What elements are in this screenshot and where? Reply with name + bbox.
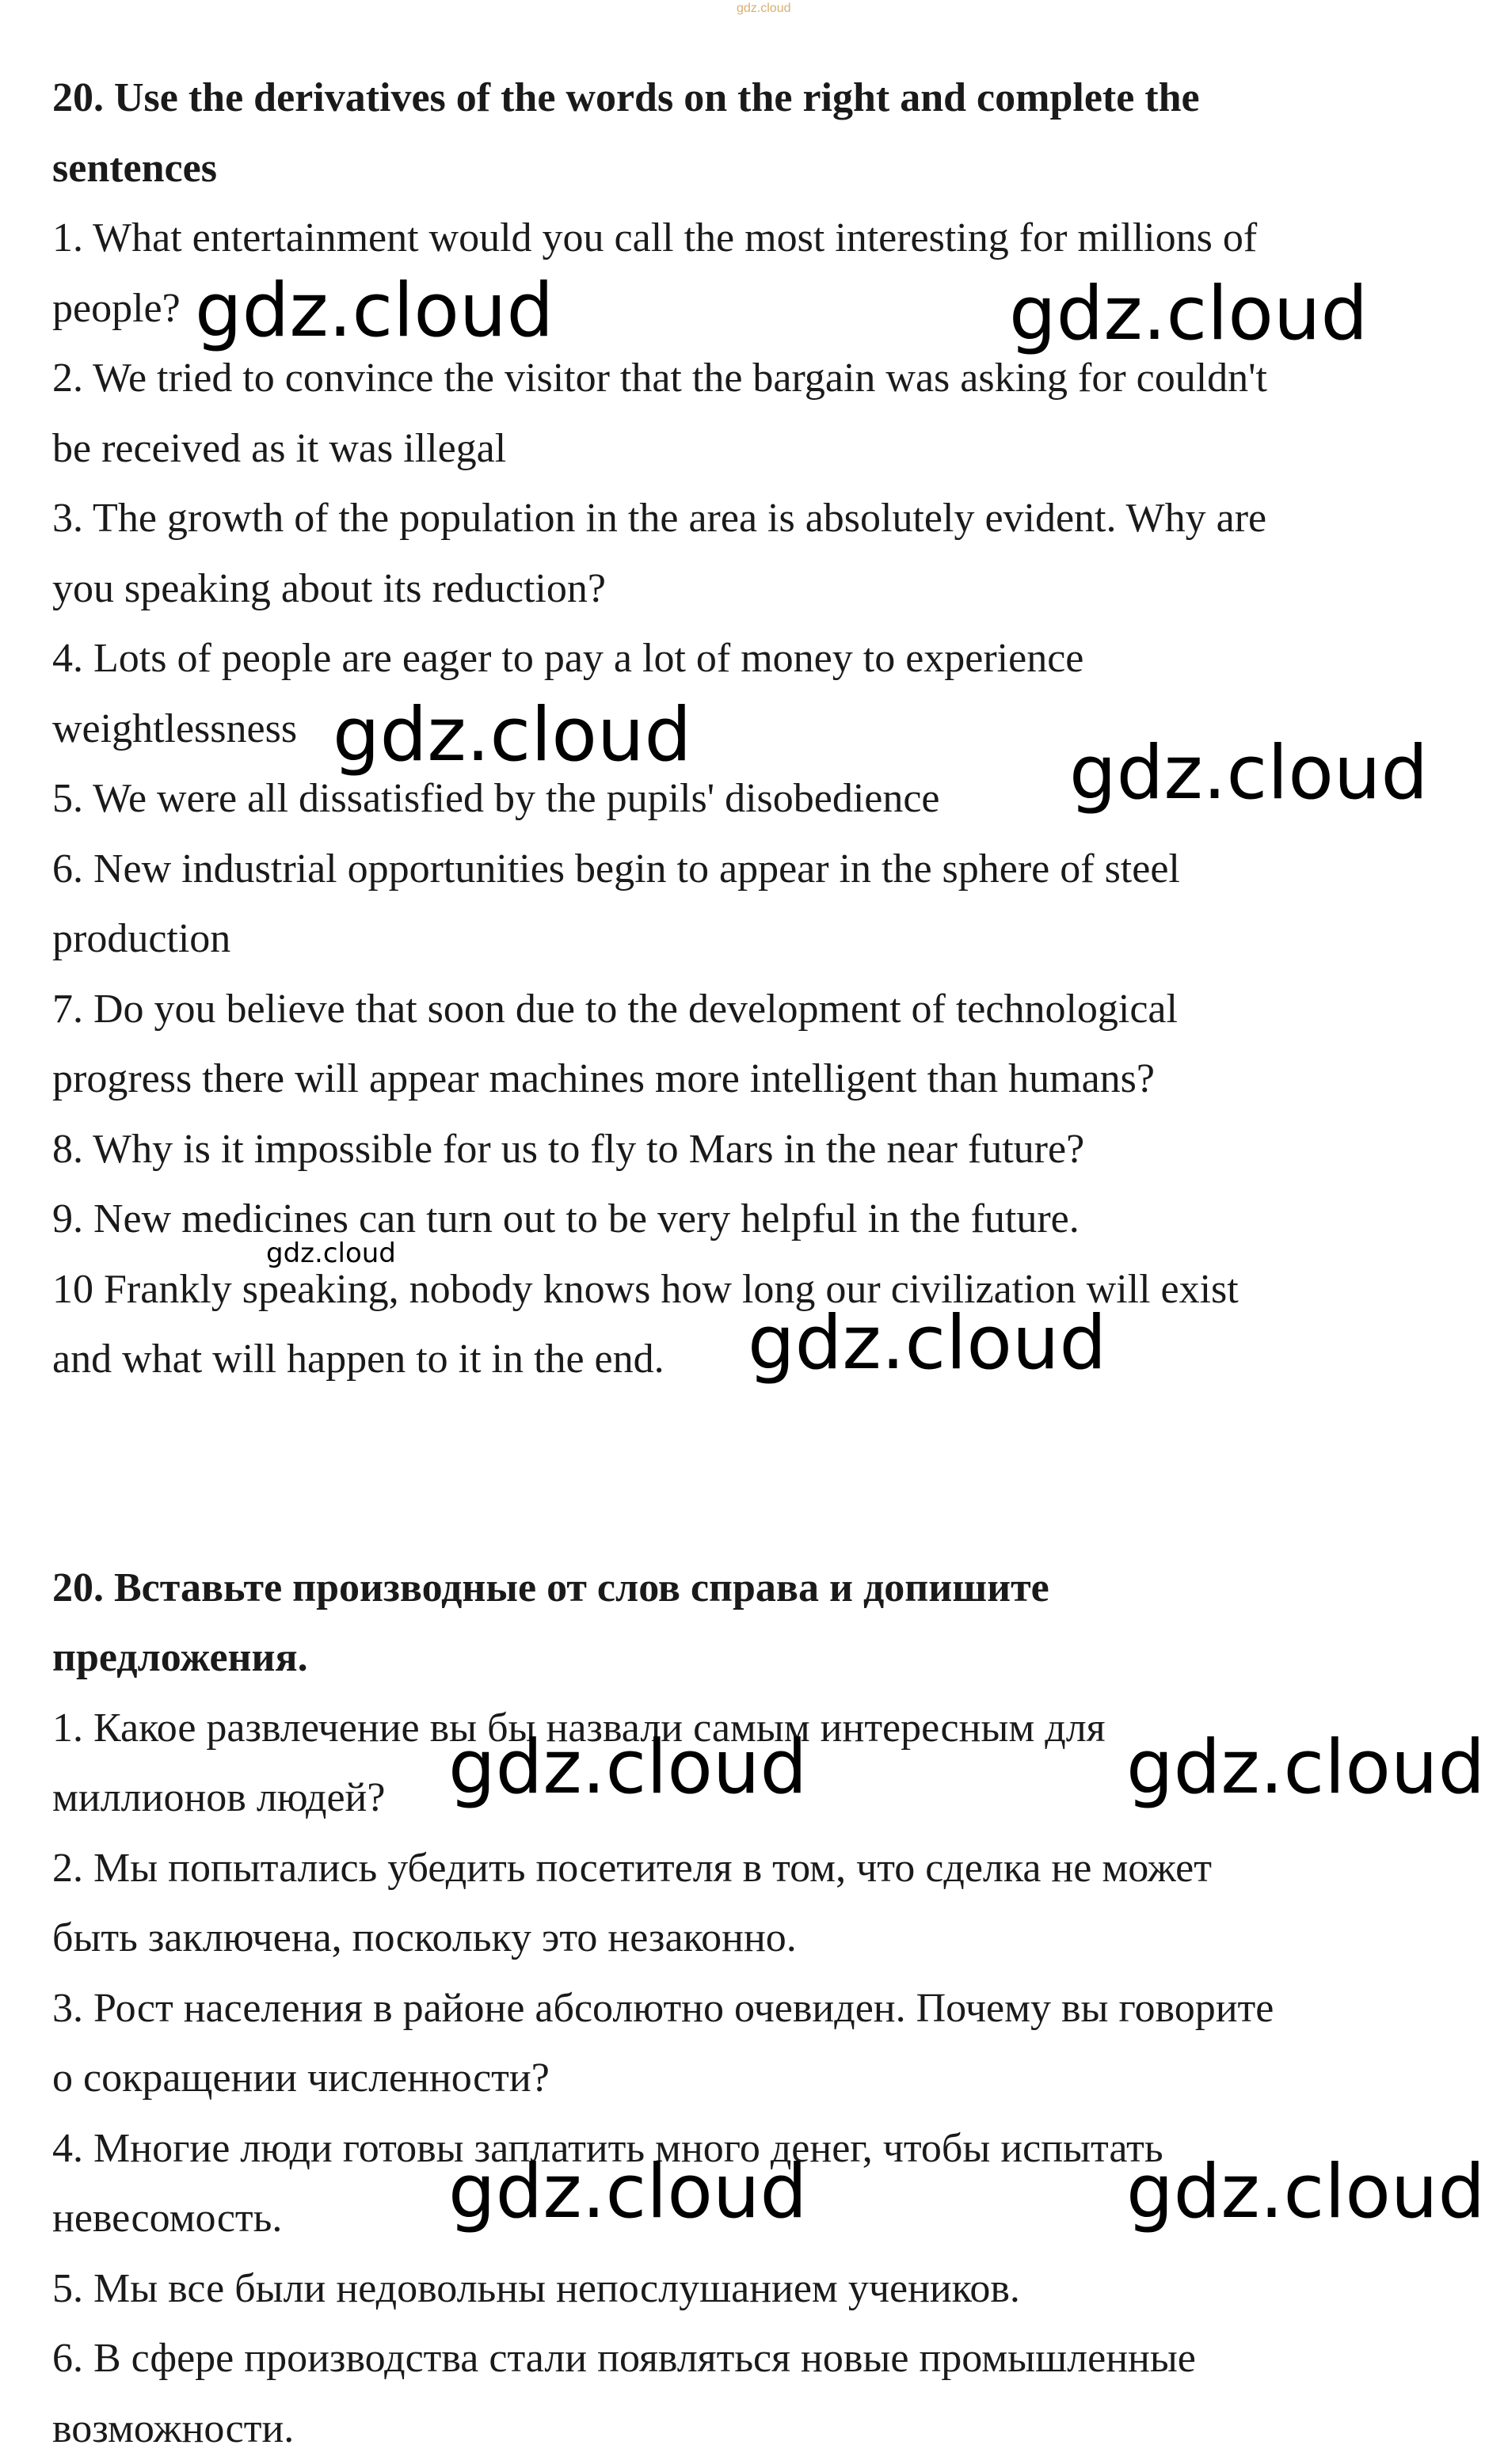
ru-line-4: быть заключена, поскольку это незаконно. xyxy=(52,1903,1462,1974)
russian-exercise xyxy=(52,1553,1462,2464)
en-line-15: 9. New medicines can turn out to be very helpful in the future. xyxy=(52,1184,1462,1255)
watermark: gdz.cloud xyxy=(1069,736,1428,811)
ru-line-11: возможности. xyxy=(52,2394,1462,2464)
english-exercise xyxy=(52,63,1462,1395)
top-watermark: gdz.cloud xyxy=(737,0,791,17)
watermark: gdz.cloud xyxy=(195,274,554,348)
watermark: gdz.cloud xyxy=(1126,2155,1485,2230)
watermark: gdz.cloud xyxy=(333,698,691,773)
section-gap xyxy=(52,1395,1462,1553)
ru-line-2: миллионов людей? xyxy=(52,1763,1462,1834)
ru-line-3: 2. Мы попытались убедить посетителя в том, что сделка не может xyxy=(52,1834,1462,1904)
en-line-7: 4. Lots of people are eager to pay a lot of money to experience xyxy=(52,624,1462,694)
en-line-14: 8. Why is it impossible for us to fly to Mars in the near future? xyxy=(52,1115,1462,1185)
watermark-small: gdz.cloud xyxy=(266,1240,396,1267)
ru-line-5: 3. Рост населения в районе абсолютно очевиден. Почему вы говорите xyxy=(52,1974,1462,2044)
watermark: gdz.cloud xyxy=(748,1306,1106,1381)
en-line-9: 5. We were all dissatisfied by the pupils' disobedience xyxy=(52,764,1462,835)
ru-line-1: 1. Какое развлечение вы бы назвали самым интересным для xyxy=(52,1694,1462,1764)
en-line-17: and what will happen to it in the end. xyxy=(52,1325,1462,1395)
exercise-heading-en-line-2: sentences xyxy=(52,134,1462,204)
en-line-2: people? xyxy=(52,274,1462,344)
en-line-12: 7. Do you believe that soon due to the development of technological xyxy=(52,975,1462,1045)
ru-line-6: о сокращении численности? xyxy=(52,2044,1462,2114)
en-line-3: 2. We tried to convince the visitor that the bargain was asking for couldn't xyxy=(52,344,1462,414)
watermark: gdz.cloud xyxy=(1009,277,1368,352)
en-line-4: be received as it was illegal xyxy=(52,414,1462,485)
watermark: gdz.cloud xyxy=(448,1731,807,1805)
en-line-13: progress there will appear machines more intelligent than humans? xyxy=(52,1044,1462,1115)
document-page xyxy=(52,63,1462,2464)
watermark: gdz.cloud xyxy=(1126,1731,1485,1805)
exercise-heading-ru-line-1: 20. Вставьте производные от слов справа и допишите xyxy=(52,1553,1462,1624)
en-line-1: 1. What entertainment would you call the most interesting for millions of xyxy=(52,203,1462,274)
en-line-5: 3. The growth of the population in the area is absolutely evident. Why are xyxy=(52,484,1462,554)
en-line-10: 6. New industrial opportunities begin to appear in the sphere of steel xyxy=(52,835,1462,905)
en-line-11: production xyxy=(52,904,1462,975)
en-line-16: 10 Frankly speaking, nobody knows how long our civilization will exist xyxy=(52,1255,1462,1325)
exercise-heading-en-line-1: 20. Use the derivatives of the words on the right and complete the xyxy=(52,63,1462,134)
en-line-6: you speaking about its reduction? xyxy=(52,554,1462,625)
ru-line-10: 6. В сфере производства стали появляться новые промышленные xyxy=(52,2324,1462,2394)
exercise-heading-ru-line-2: предложения. xyxy=(52,1623,1462,1694)
ru-line-9: 5. Мы все были недовольны непослушанием учеников. xyxy=(52,2254,1462,2325)
ru-line-8: невесомость. xyxy=(52,2184,1462,2254)
watermark: gdz.cloud xyxy=(448,2155,807,2230)
ru-line-7: 4. Многие люди готовы заплатить много денег, чтобы испытать xyxy=(52,2114,1462,2185)
en-line-8: weightlessness xyxy=(52,694,1462,765)
